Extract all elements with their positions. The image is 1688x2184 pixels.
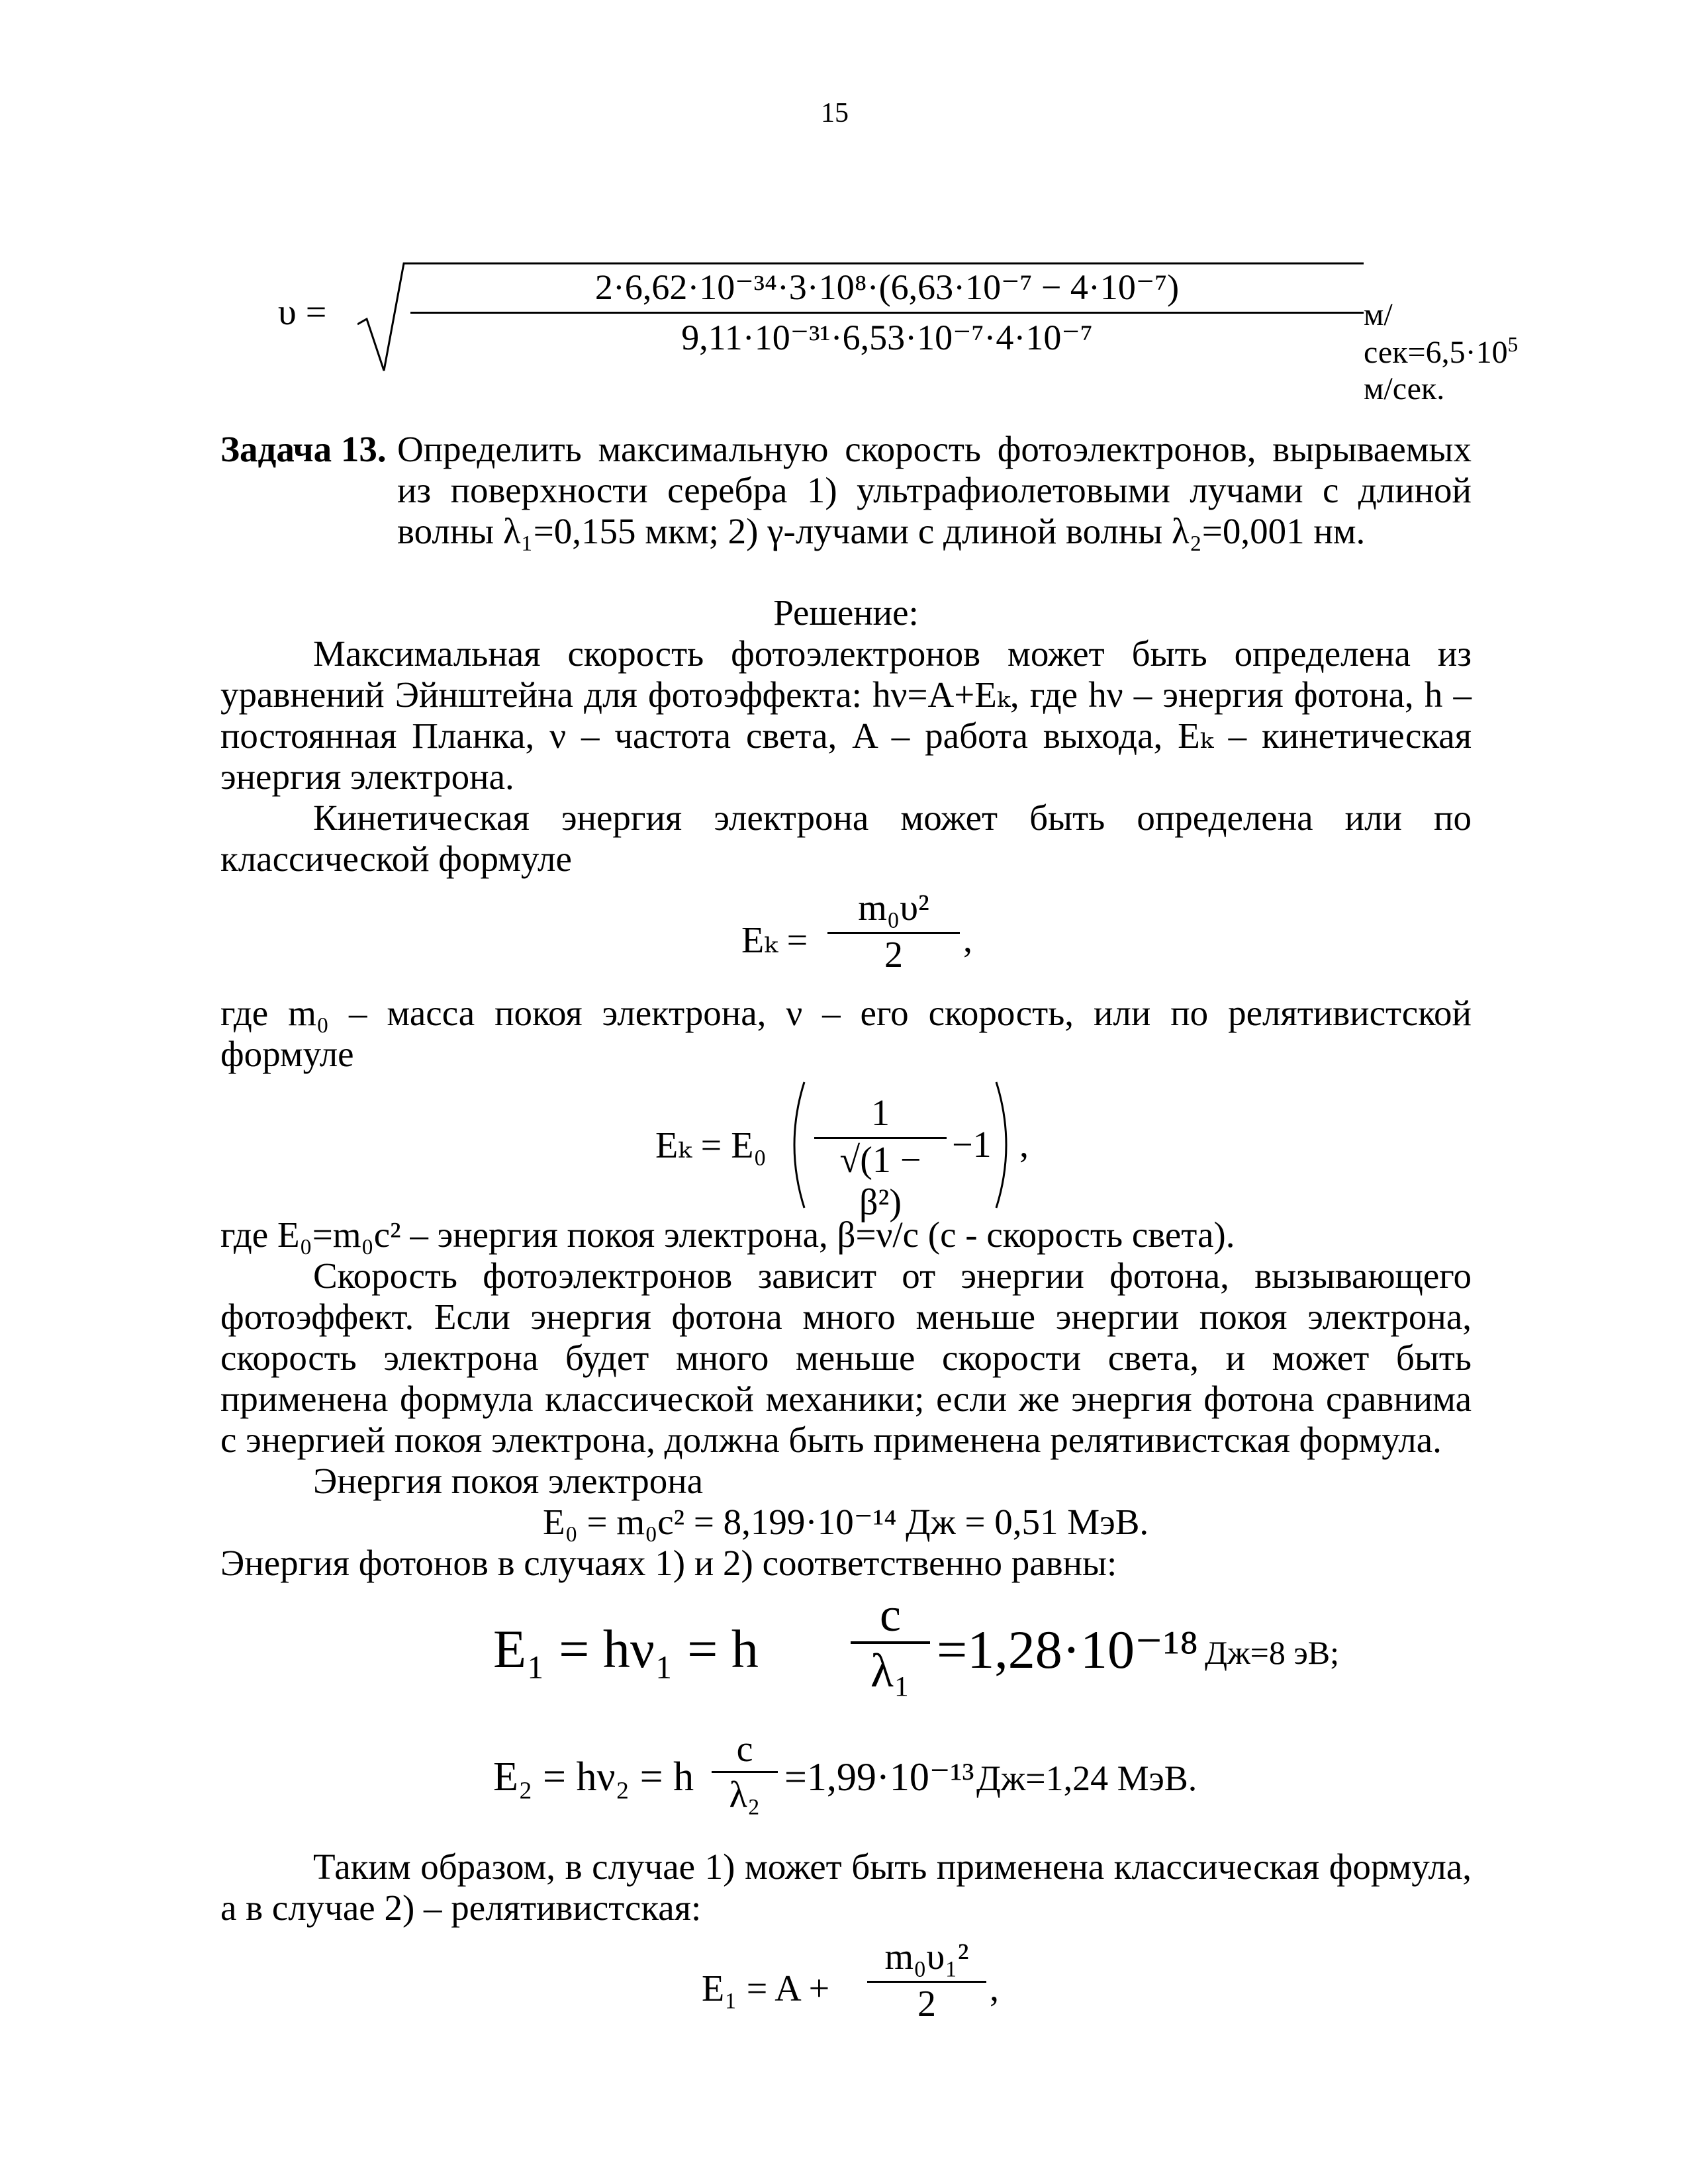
velocity-equation <box>278 258 1536 406</box>
final-fraction <box>867 1936 986 2025</box>
classic-denominator: 2 <box>884 934 903 976</box>
rel-tail: , <box>1019 1124 1029 1165</box>
e2-lhs: E₂ = hν₂ = h <box>493 1754 694 1799</box>
solution-heading: Решение: <box>773 592 919 633</box>
classic-numerator: m₀υ² <box>827 887 960 934</box>
problem-line-2: из поверхности серебра 1) ультрафиолетовыми лучами с длиной <box>397 470 1472 510</box>
radical-denominator: 9,11·10⁻³¹·6,53·10⁻⁷·4·10⁻⁷ <box>681 318 1093 357</box>
classic-lhs: Eₖ = <box>741 920 808 961</box>
e2-unit: Дж=1,24 МэВ. <box>976 1758 1197 1798</box>
rel-lhs: Eₖ = E₀ <box>655 1125 767 1166</box>
para3-line-1: где m₀ – масса покоя электрона, ν – его скорость, или по релятивистской <box>220 993 1472 1033</box>
para3-line-2: формуле <box>220 1034 354 1074</box>
para1-line-4: энергия электрона. <box>220 756 514 797</box>
para1-line-2: уравнений Эйнштейна для фотоэффекта: hν=A+Eₖ, где hν – энергия фотона, h – <box>220 674 1472 715</box>
problem-line-1: Определить максимальную скорость фотоэлектронов, вырываемых <box>397 429 1472 469</box>
velocity-lhs: υ = <box>278 292 327 333</box>
e1-lhs: E₁ = hν₁ = h <box>493 1619 759 1679</box>
para2-line-1: Кинетическая энергия электрона может быть определена или по <box>313 797 1472 838</box>
problem-line-3: волны λ₁=0,155 мкм; 2) γ-лучами с длиной волны λ₂=0,001 нм. <box>397 511 1366 551</box>
para5-line-3: скорость электрона будет много меньше скорости света, и может быть <box>220 1338 1472 1378</box>
para6-line-2: а в случае 2) – релятивистская: <box>220 1888 702 1928</box>
final-denominator: 2 <box>917 1983 936 2025</box>
rel-numerator: 1 <box>814 1092 947 1139</box>
e2-numerator: c <box>712 1727 778 1773</box>
para5-line-4: применена формула классической механики; если же энергия фотона сравнима <box>220 1379 1472 1419</box>
e1-denominator: λ₁ <box>870 1644 910 1697</box>
e1-rhs: =1,28·10⁻¹⁸ <box>937 1619 1199 1680</box>
rest-energy-equation: E₀ = m₀c² = 8,199·10⁻¹⁴ Дж = 0,51 МэВ. <box>543 1502 1149 1542</box>
final-tail: , <box>990 1968 999 2009</box>
e1-numerator: c <box>851 1588 930 1644</box>
rel-fraction <box>814 1092 947 1224</box>
e2-denominator: λ₂ <box>729 1774 761 1815</box>
para5-line-5: с энергией покоя электрона, должна быть применена релятивистская формула. <box>220 1420 1442 1460</box>
e1-unit: Дж=8 эВ; <box>1205 1634 1340 1671</box>
page-number: 15 <box>821 98 849 128</box>
rel-minus-one: −1 <box>952 1124 992 1165</box>
para6-line-1: Таким образом, в случае 1) может быть применена классическая формула, <box>313 1846 1472 1887</box>
para5-line-1: Скорость фотоэлектронов зависит от энергии фотона, вызывающего <box>313 1255 1472 1296</box>
para1-line-1: Максимальная скорость фотоэлектронов может быть определена из <box>313 633 1472 674</box>
velocity-result: $м/сек=6,5\cdot 10^5$ м/сек. <box>1364 297 1519 406</box>
para2-line-2: классической формуле <box>220 839 572 879</box>
final-numerator: m₀υ₁² <box>867 1936 986 1983</box>
final-lhs: E₁ = A + <box>702 1968 830 2009</box>
classic-tail: , <box>963 919 972 960</box>
photon-energy-label: Энергия фотонов в случаях 1) и 2) соответственно равны: <box>220 1543 1117 1583</box>
relativistic-equation <box>655 1079 1119 1223</box>
para1-line-3: постоянная Планка, ν – частота света, A – работа выхода, Eₖ – кинетическая <box>220 715 1472 756</box>
e1-equation <box>493 1588 1420 1701</box>
rest-energy-label: Энергия покоя электрона <box>313 1461 704 1501</box>
e2-rhs: =1,99·10⁻¹³ <box>784 1755 974 1799</box>
e1-fraction <box>851 1588 930 1697</box>
e2-equation <box>493 1727 1420 1827</box>
para5-line-2: фотоэффект. Если энергия фотона много меньше энергии покоя электрона, <box>220 1297 1472 1337</box>
e2-fraction <box>712 1727 778 1817</box>
classic-fraction <box>827 887 960 976</box>
para4: где E₀=m₀c² – энергия покоя электрона, β=ν/c (c - скорость света). <box>220 1214 1235 1255</box>
radical-numerator: 2·6,62·10⁻³⁴·3·10⁸·(6,63·10⁻⁷ − 4·10⁻⁷) <box>410 266 1364 314</box>
radical-fraction <box>410 266 1364 358</box>
rel-denominator: √(1 − β²) <box>839 1140 921 1223</box>
problem-label: Задача 13. <box>220 429 387 469</box>
